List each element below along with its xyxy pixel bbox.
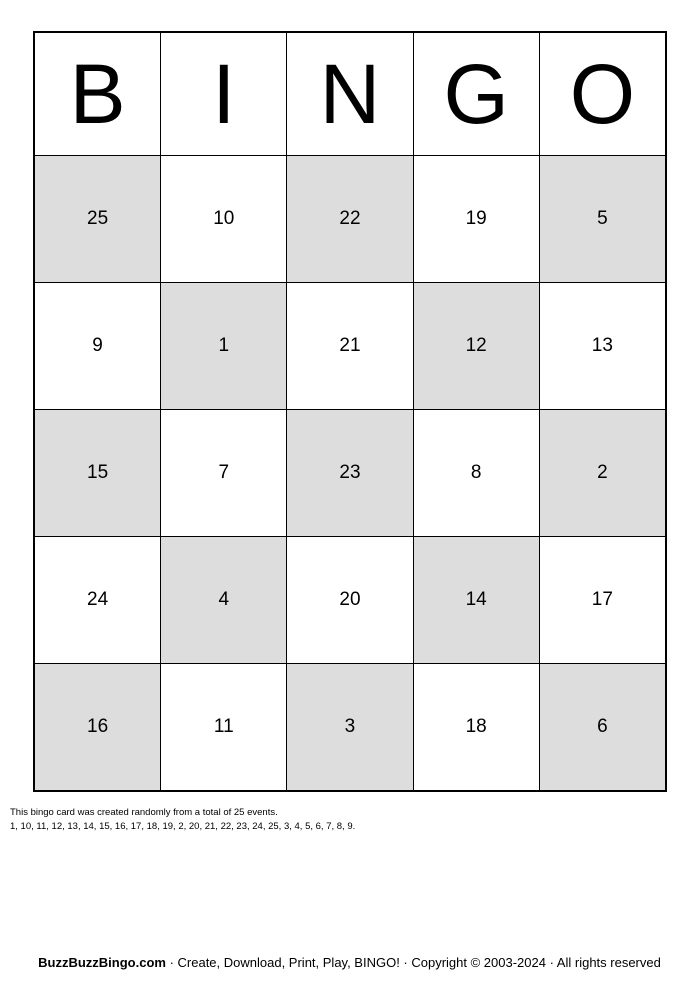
bingo-header-g: G bbox=[413, 33, 539, 156]
bingo-cell[interactable]: 13 bbox=[539, 283, 665, 410]
bingo-cell[interactable]: 15 bbox=[35, 410, 161, 537]
bingo-cell[interactable]: 20 bbox=[287, 537, 413, 664]
bingo-header-n: N bbox=[287, 33, 413, 156]
bingo-cell[interactable]: 21 bbox=[287, 283, 413, 410]
bingo-cell[interactable]: 24 bbox=[35, 537, 161, 664]
bingo-cell[interactable]: 14 bbox=[413, 537, 539, 664]
bingo-cell[interactable]: 6 bbox=[539, 664, 665, 791]
bingo-cell[interactable]: 5 bbox=[539, 156, 665, 283]
bingo-cell[interactable]: 16 bbox=[35, 664, 161, 791]
bingo-header-row bbox=[35, 33, 666, 156]
bingo-cell[interactable]: 12 bbox=[413, 283, 539, 410]
bingo-cell[interactable]: 2 bbox=[539, 410, 665, 537]
bingo-cell[interactable]: 7 bbox=[161, 410, 287, 537]
card-note-line-1: This bingo card was created randomly from a total of 25 events. bbox=[10, 807, 278, 818]
bingo-card bbox=[33, 31, 667, 792]
bingo-cell[interactable]: 11 bbox=[161, 664, 287, 791]
bingo-header-i: I bbox=[161, 33, 287, 156]
bingo-row bbox=[35, 283, 666, 410]
bingo-cell[interactable]: 1 bbox=[161, 283, 287, 410]
bingo-header-b: B bbox=[35, 33, 161, 156]
page-footer bbox=[0, 955, 699, 970]
bingo-cell[interactable]: 22 bbox=[287, 156, 413, 283]
footer-tagline: · Create, Download, Print, Play, BINGO! · Copyright © 2003-2024 · All rights reserved bbox=[165, 955, 661, 970]
bingo-header-o: O bbox=[539, 33, 665, 156]
bingo-cell[interactable]: 25 bbox=[35, 156, 161, 283]
bingo-cell[interactable]: 10 bbox=[161, 156, 287, 283]
card-note-line-2: 1, 10, 11, 12, 13, 14, 15, 16, 17, 18, 19, 2, 20, 21, 22, 23, 24, 25, 3, 4, 5, 6, 7, 8, 9. bbox=[10, 820, 356, 832]
bingo-cell[interactable]: 4 bbox=[161, 537, 287, 664]
bingo-row bbox=[35, 537, 666, 664]
bingo-row bbox=[35, 664, 666, 791]
bingo-cell[interactable]: 3 bbox=[287, 664, 413, 791]
bingo-row bbox=[35, 410, 666, 537]
bingo-body bbox=[35, 156, 666, 791]
bingo-cell[interactable]: 23 bbox=[287, 410, 413, 537]
bingo-cell[interactable]: 9 bbox=[35, 283, 161, 410]
bingo-cell[interactable]: 18 bbox=[413, 664, 539, 791]
bingo-cell[interactable]: 17 bbox=[539, 537, 665, 664]
card-note bbox=[10, 806, 670, 834]
bingo-grid bbox=[34, 32, 666, 791]
bingo-cell[interactable]: 19 bbox=[413, 156, 539, 283]
footer-brand[interactable]: BuzzBuzzBingo.com bbox=[38, 955, 166, 970]
bingo-cell[interactable]: 8 bbox=[413, 410, 539, 537]
bingo-row bbox=[35, 156, 666, 283]
